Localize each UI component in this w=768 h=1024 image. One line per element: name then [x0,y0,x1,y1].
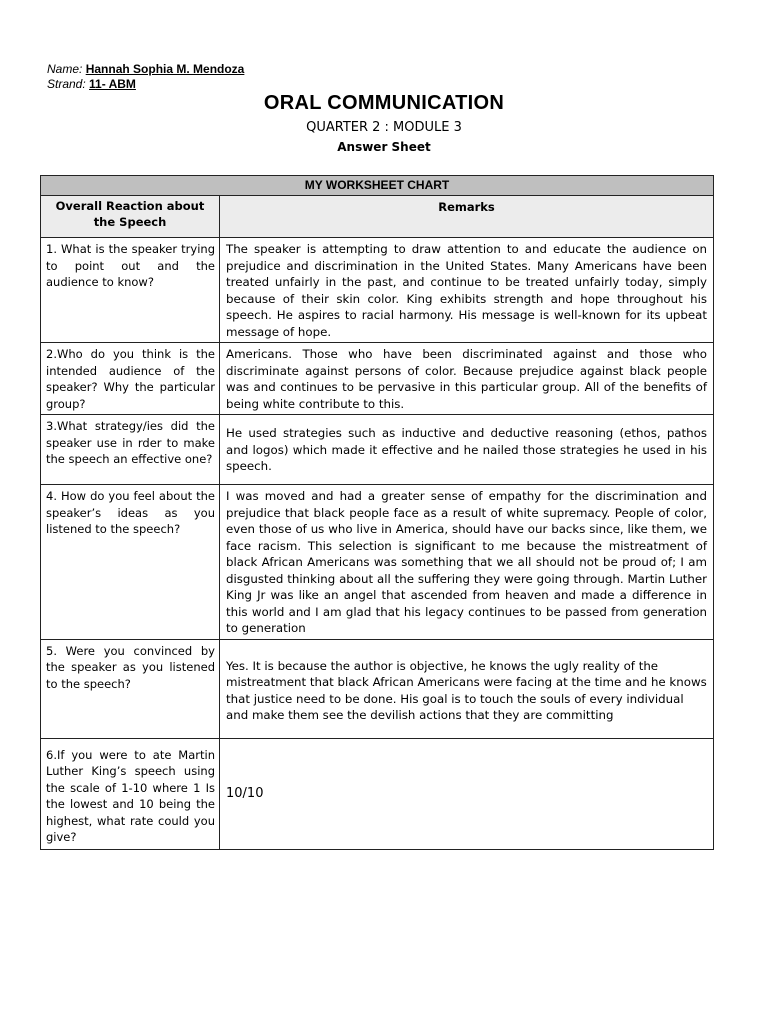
column-header-reaction: Overall Reaction about the Speech [41,196,220,238]
answer-cell: He used strategies such as inductive and deductive reasoning (ethos, pathos and logos) which made it effective and he nailed those strategies he used in his speech. [220,415,714,485]
worksheet-title: MY WORKSHEET CHART [41,176,714,196]
question-cell: 4. How do you feel about the speaker’s ideas as you listened to the speech? [41,485,220,640]
worksheet-title-row [41,176,714,196]
answer-cell: The speaker is attempting to draw attention to and educate the audience on prejudice and discrimination in the United States. Many Americans have been treated unfairly in the past, and continue to be treated unfairly today, simply because of their skin color. King exhibits strength and hope throughout his speech. He aspires to racial harmony. His message is well-known for its upbeat message of hope. [220,238,714,343]
answer-cell: I was moved and had a greater sense of empathy for the discrimination and prejudice that black people face as a result of white supremacy. People of color, even those of us who live in America, should have our backs since, like them, we face racism. This selection is significant to me because the mistreatment of black African Americans was something that we all should not be proud of; I am disgusted thinking about all the suffering they were going through. Martin Luther King Jr was like an angel that ascended from heaven and made a difference in this world and I am glad that his legacy continues to be passed from generation to generation [220,485,714,640]
answer-cell: Yes. It is because the author is objective, he knows the ugly reality of the mistreatment that black African Americans were facing at the time and he knows that justice need to be done. His goal is to touch the souls of every individual and make them see the devilish actions that they are committing [220,639,714,738]
answer-sheet-label: Answer Sheet [337,140,431,154]
table-row [41,343,714,415]
document-subtitle: QUARTER 2 : MODULE 3 [306,120,462,135]
worksheet-table [40,175,714,850]
table-row [41,415,714,485]
question-cell: 2.Who do you think is the intended audience of the speaker? Why the particular group? [41,343,220,415]
table-row [41,238,714,343]
document-title: ORAL COMMUNICATION [263,92,505,114]
column-header-remarks: Remarks [220,196,714,238]
table-row [41,738,714,849]
worksheet-header-row [41,196,714,238]
strand-label: Strand [47,77,83,91]
student-name-line: Name: Hannah Sophia M. Mendoza [47,62,245,76]
strand-line: Strand: 11- ABM [47,77,136,91]
question-cell: 3.What strategy/ies did the speaker use in rder to make the speech an effective one? [41,415,220,485]
question-cell: 6.If you were to ate Martin Luther King’s speech using the scale of 1-10 where 1 Is the lowest and 10 being the highest, what rate could you give? [41,738,220,849]
name-value: Hannah Sophia M. Mendoza [85,62,245,76]
answer-cell: Americans. Those who have been discriminated against and those who discriminate against persons of color. Because prejudice against black people was and continues to be pervasive in this particular group. All of the benefits of being white contribute to this. [220,343,714,415]
table-row [41,639,714,738]
question-cell: 1. What is the speaker trying to point out and the audience to know? [41,238,220,343]
question-cell: 5. Were you convinced by the speaker as you listened to the speech? [41,639,220,738]
strand-value: 11- ABM [89,77,136,91]
table-row [41,485,714,640]
name-label: Name [47,62,80,76]
answer-cell: 10/10 [220,738,714,849]
